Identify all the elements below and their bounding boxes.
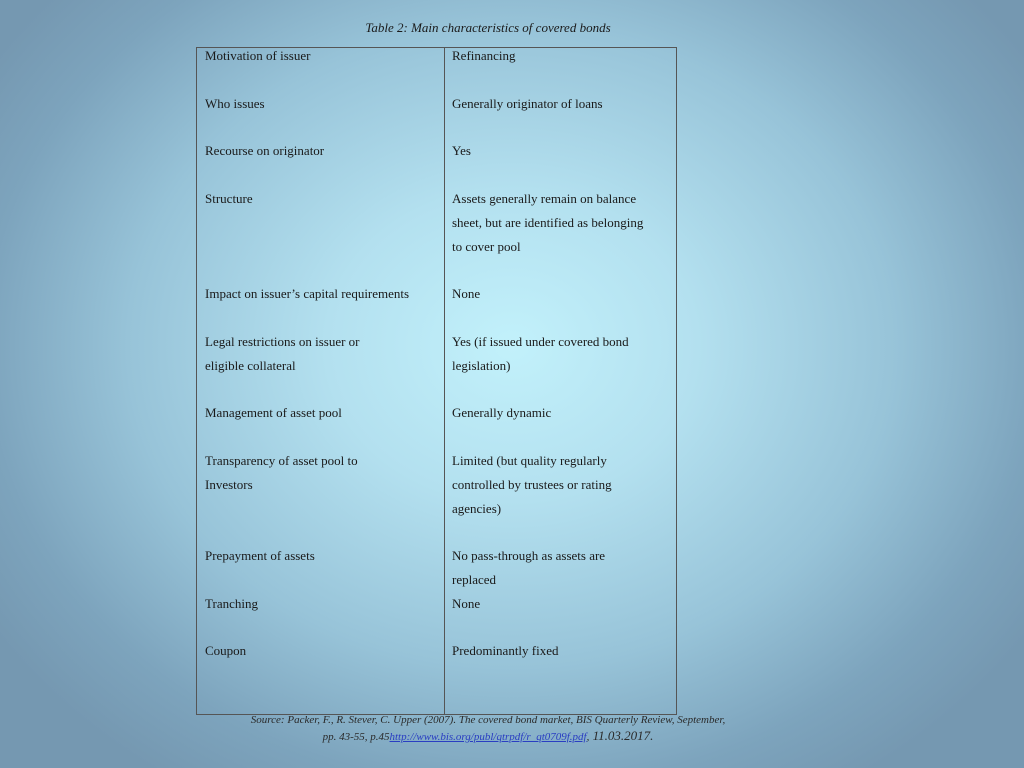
row-label-structure: Structure	[205, 191, 253, 206]
row-value-coupon: Predominantly fixed	[452, 643, 559, 658]
row-value-legal-restrictions: Yes (if issued under covered bond legislation)	[452, 334, 629, 373]
row-label-prepayment: Prepayment of assets	[205, 548, 315, 563]
source-link[interactable]: http://www.bis.org/publ/qtrpdf/r_qt0709f.pdf	[389, 731, 587, 743]
row-value-recourse: Yes	[452, 143, 471, 158]
source-date: 11.03.2017.	[589, 728, 654, 743]
row-label-recourse: Recourse on originator	[205, 143, 325, 158]
source-separator: ,	[586, 731, 590, 743]
row-value-prepayment: No pass-through as assets are replaced	[452, 548, 606, 587]
row-label-legal-restrictions: Legal restrictions on issuer or eligible collateral	[205, 334, 360, 373]
table-caption: Table 2: Main characteristics of covered bonds	[365, 20, 611, 35]
row-value-tranching: None	[452, 596, 481, 611]
row-label-transparency: Transparency of asset pool to Investors	[205, 453, 358, 492]
row-label-motivation: Motivation of issuer	[205, 48, 311, 63]
row-label-coupon: Coupon	[205, 643, 247, 658]
row-value-structure: Assets generally remain on balance sheet, but are identified as belonging to cover pool	[452, 191, 644, 254]
row-label-capital-impact: Impact on issuer’s capital requirements	[205, 286, 410, 301]
row-label-who-issues: Who issues	[205, 96, 265, 111]
row-value-who-issues: Generally originator of loans	[452, 96, 603, 111]
source-citation	[196, 713, 780, 745]
column-divider	[444, 47, 445, 715]
source-text-line1: Source: Packer, F., R. Stever, C. Upper (2007). The covered bond market, BIS Quarterly Review, September,	[250, 714, 726, 726]
row-value-asset-pool-management: Generally dynamic	[452, 405, 552, 420]
row-value-capital-impact: None	[452, 286, 481, 301]
row-value-motivation: Refinancing	[452, 48, 516, 63]
row-value-transparency: Limited (but quality regularly controlled by trustees or rating agencies)	[452, 453, 612, 516]
row-label-asset-pool-management: Management of asset pool	[205, 405, 342, 420]
source-text-line2: pp. 43-55, p.45	[322, 731, 390, 743]
row-label-tranching: Tranching	[205, 596, 258, 611]
